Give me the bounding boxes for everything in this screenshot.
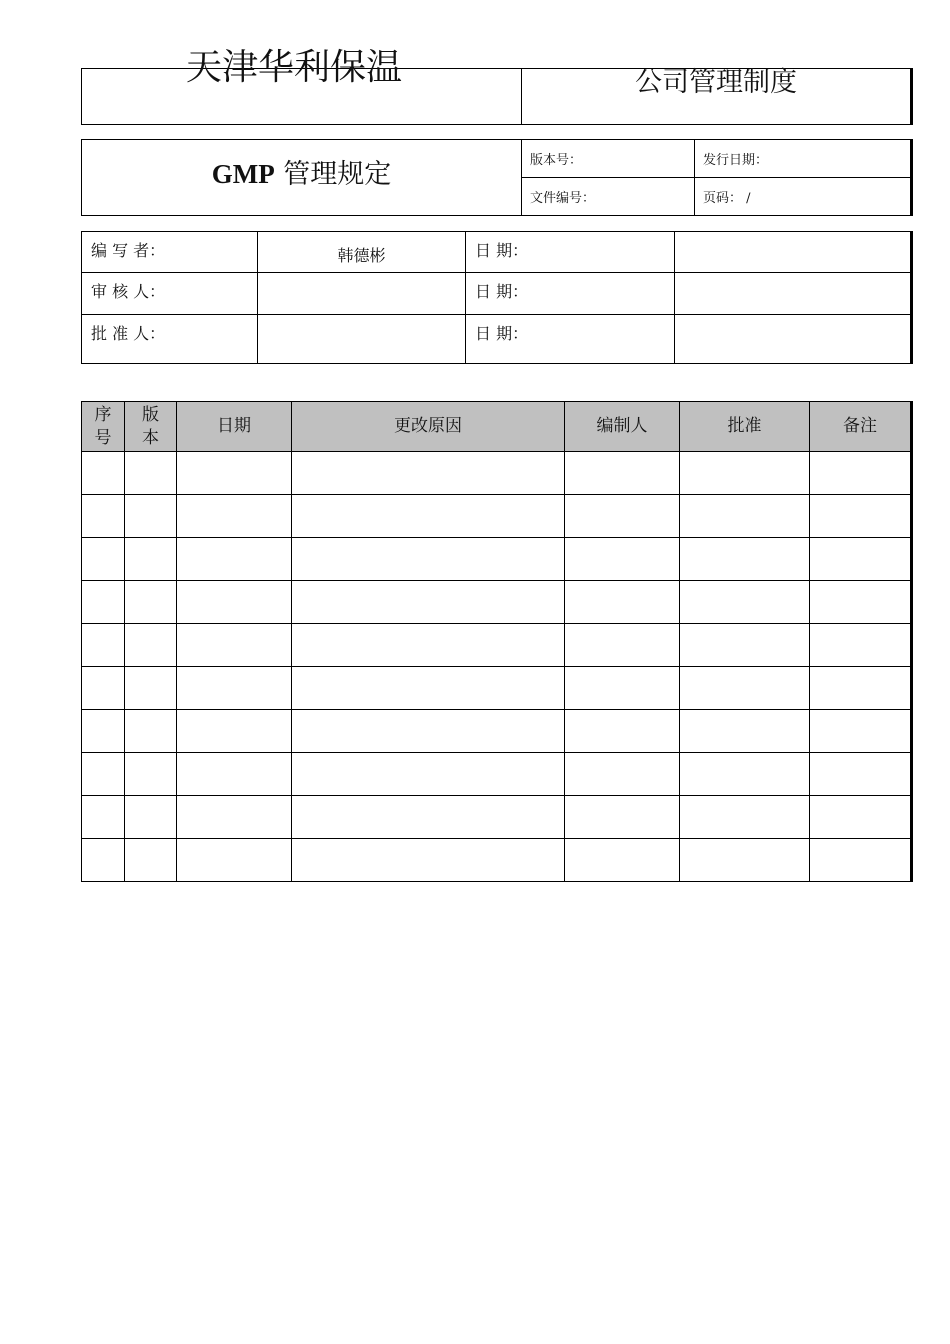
table-cell (565, 796, 680, 839)
table-cell (565, 624, 680, 667)
revision-rows (82, 452, 912, 882)
table-cell (565, 452, 680, 495)
author-value: 韩德彬 (258, 232, 466, 273)
table-cell (680, 624, 810, 667)
table-row (82, 753, 912, 796)
table-cell (125, 753, 177, 796)
col-header-date: 日期 (177, 402, 292, 452)
table-cell (810, 452, 912, 495)
version-field: 版本号： (522, 140, 695, 178)
table-cell (565, 839, 680, 882)
table-cell (292, 624, 565, 667)
table-cell (82, 796, 125, 839)
table-cell (565, 538, 680, 581)
table-cell (177, 624, 292, 667)
table-cell (292, 839, 565, 882)
table-cell (810, 624, 912, 667)
table-row (82, 710, 912, 753)
table-cell (680, 495, 810, 538)
revision-table (81, 401, 913, 882)
table-cell (177, 753, 292, 796)
table-cell (82, 710, 125, 753)
table-cell (810, 495, 912, 538)
page-number-field: 页码： / (695, 178, 912, 216)
signature-table (81, 231, 913, 364)
doc-title-latin: GMP (211, 159, 275, 189)
table-row (82, 839, 912, 882)
issue-date-field: 发行日期： (695, 140, 912, 178)
table-cell (810, 796, 912, 839)
table-cell (125, 796, 177, 839)
table-cell (680, 839, 810, 882)
col-header-reason: 更改原因 (292, 402, 565, 452)
col-header-seq: 序号 (82, 402, 125, 452)
table-cell (680, 753, 810, 796)
doc-title-cn: 管理规定 (274, 159, 392, 190)
table-cell (177, 452, 292, 495)
doc-category: 公司管理制度 (522, 69, 912, 125)
table-cell (292, 796, 565, 839)
table-cell (810, 710, 912, 753)
reviewer-label: 审 核 人： (82, 273, 258, 315)
table-cell (177, 667, 292, 710)
table-cell (292, 753, 565, 796)
table-cell (125, 495, 177, 538)
table-cell (177, 710, 292, 753)
approver-label: 批 准 人： (82, 315, 258, 364)
table-cell (177, 495, 292, 538)
col-header-editor: 编制人 (565, 402, 680, 452)
col-header-approval: 批准 (680, 402, 810, 452)
table-cell (292, 452, 565, 495)
table-cell (82, 452, 125, 495)
table-cell (680, 710, 810, 753)
table-cell (680, 452, 810, 495)
table-cell (810, 667, 912, 710)
table-cell (177, 796, 292, 839)
col-header-version: 版本 (125, 402, 177, 452)
table-cell (565, 710, 680, 753)
table-cell (82, 495, 125, 538)
table-cell (565, 495, 680, 538)
table-cell (82, 667, 125, 710)
table-cell (82, 624, 125, 667)
table-cell (810, 538, 912, 581)
table-cell (125, 538, 177, 581)
table-cell (680, 581, 810, 624)
author-date-value (675, 232, 912, 273)
reviewer-date-label: 日 期： (466, 273, 675, 315)
table-cell (292, 581, 565, 624)
table-cell (565, 753, 680, 796)
table-cell (680, 667, 810, 710)
table-cell (680, 796, 810, 839)
table-cell (82, 753, 125, 796)
table-row (82, 667, 912, 710)
table-cell (125, 710, 177, 753)
table-cell (680, 538, 810, 581)
table-cell (565, 667, 680, 710)
table-row (82, 796, 912, 839)
table-row (82, 452, 912, 495)
table-cell (810, 581, 912, 624)
table-cell (292, 495, 565, 538)
table-row (82, 495, 912, 538)
table-cell (82, 581, 125, 624)
table-row (82, 624, 912, 667)
approver-date-label: 日 期： (466, 315, 675, 364)
approver-date-value (675, 315, 912, 364)
file-number-field: 文件编号： (522, 178, 695, 216)
table-cell (177, 581, 292, 624)
author-date-label: 日 期： (466, 232, 675, 273)
table-cell (292, 667, 565, 710)
table-cell (810, 753, 912, 796)
approver-value (258, 315, 466, 364)
table-cell (125, 839, 177, 882)
table-cell (125, 624, 177, 667)
table-cell (82, 839, 125, 882)
table-cell (125, 667, 177, 710)
doc-title (82, 140, 522, 216)
table-cell (810, 839, 912, 882)
table-cell (292, 710, 565, 753)
reviewer-date-value (675, 273, 912, 315)
table-cell (292, 538, 565, 581)
table-cell (177, 839, 292, 882)
table-cell (177, 538, 292, 581)
table-cell (82, 538, 125, 581)
table-cell (125, 452, 177, 495)
col-header-remarks: 备注 (810, 402, 912, 452)
table-cell (565, 581, 680, 624)
table-cell (125, 581, 177, 624)
table-row (82, 581, 912, 624)
author-label: 编 写 者： (82, 232, 258, 273)
reviewer-value (258, 273, 466, 315)
table-row (82, 538, 912, 581)
title-table (81, 139, 913, 216)
company-name: 天津华利保温 (186, 47, 403, 88)
